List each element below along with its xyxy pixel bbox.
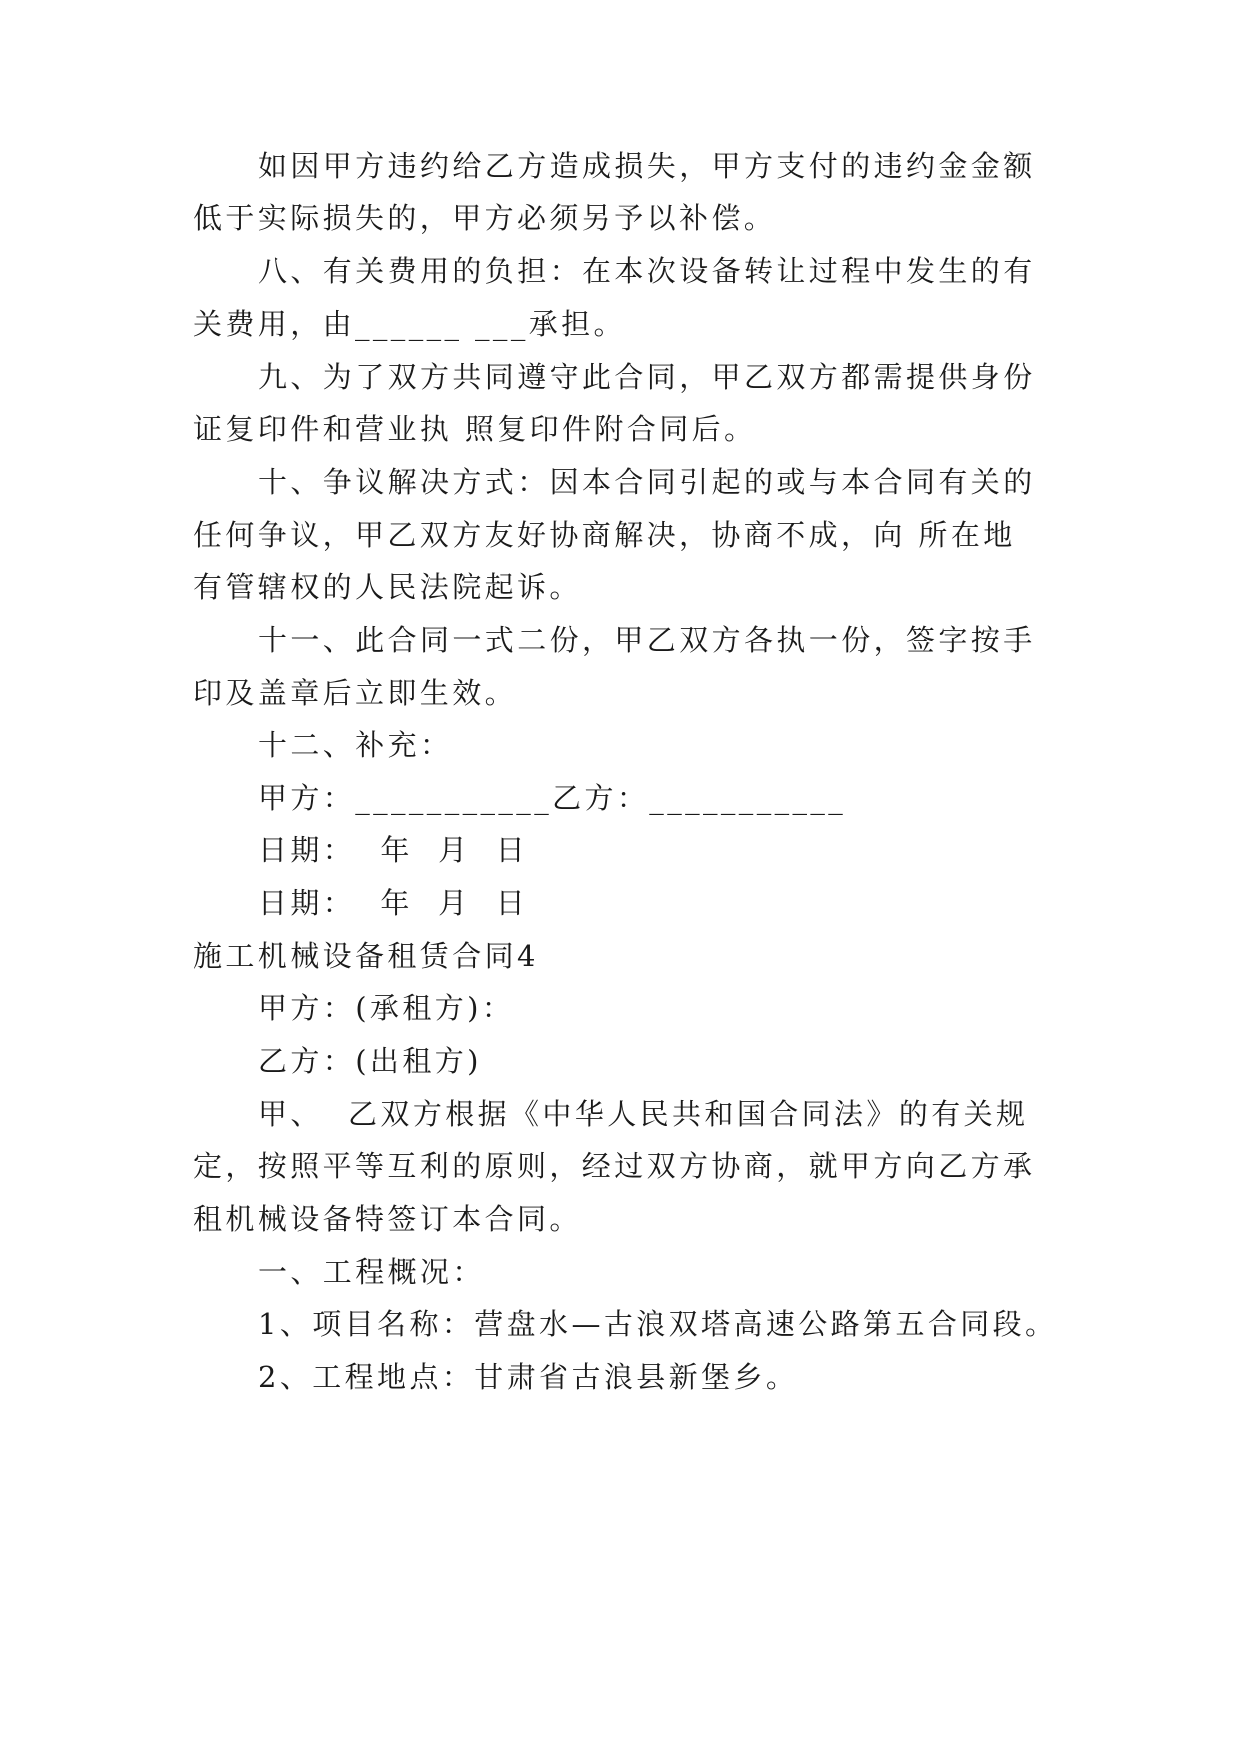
text-line-19: 甲、 乙双方根据《中华人民共和国合同法》的有关规 xyxy=(258,1097,1029,1131)
date-line-1: 日期： 年 月 日 xyxy=(258,833,529,867)
date-line-2: 日期： 年 月 日 xyxy=(258,886,529,920)
text-line-5: 九、为了双方共同遵守此合同，甲乙双方都需提供身份 xyxy=(258,360,1036,394)
text-line-12: 十二、补充： xyxy=(258,728,453,762)
text-line-10: 十一、此合同一式二份，甲乙双方各执一份，签字按手 xyxy=(258,623,1036,657)
text-line-7: 十、争议解决方式：因本合同引起的或与本合同有关的 xyxy=(258,465,1036,499)
text-line-21: 租机械设备特签订本合同。 xyxy=(193,1202,582,1236)
text-line-4: 关费用，由______ ___承担。 xyxy=(193,307,626,341)
party-b-line: 乙方：(出租方) xyxy=(258,1044,482,1078)
text-line-23: 1、项目名称：营盘水—古浪双塔高速公路第五合同段。 xyxy=(258,1307,1058,1341)
text-line-2: 低于实际损失的，甲方必须另予以补偿。 xyxy=(193,201,777,235)
party-a-line: 甲方：(承租方)： xyxy=(258,991,515,1025)
text-line-24: 2、工程地点：甘肃省古浪县新堡乡。 xyxy=(258,1360,799,1394)
text-line-9: 有管辖权的人民法院起诉。 xyxy=(193,570,582,604)
text-line-11: 印及盖章后立即生效。 xyxy=(193,676,518,710)
text-line-6: 证复印件和营业执 照复印件附合同后。 xyxy=(193,412,757,446)
text-line-8: 任何争议，甲乙双方友好协商解决，协商不成，向 所在地 xyxy=(193,518,1016,552)
signature-line: 甲方：___________乙方：___________ xyxy=(258,781,847,815)
text-line-1: 如因甲方违约给乙方造成损失，甲方支付的违约金金额 xyxy=(258,149,1036,183)
text-line-22: 一、工程概况： xyxy=(258,1255,485,1289)
text-line-20: 定，按照平等互利的原则，经过双方协商，就甲方向乙方承 xyxy=(193,1149,1036,1183)
text-line-3: 八、有关费用的负担：在本次设备转让过程中发生的有 xyxy=(258,254,1036,288)
section-heading: 施工机械设备租赁合同4 xyxy=(193,939,539,973)
